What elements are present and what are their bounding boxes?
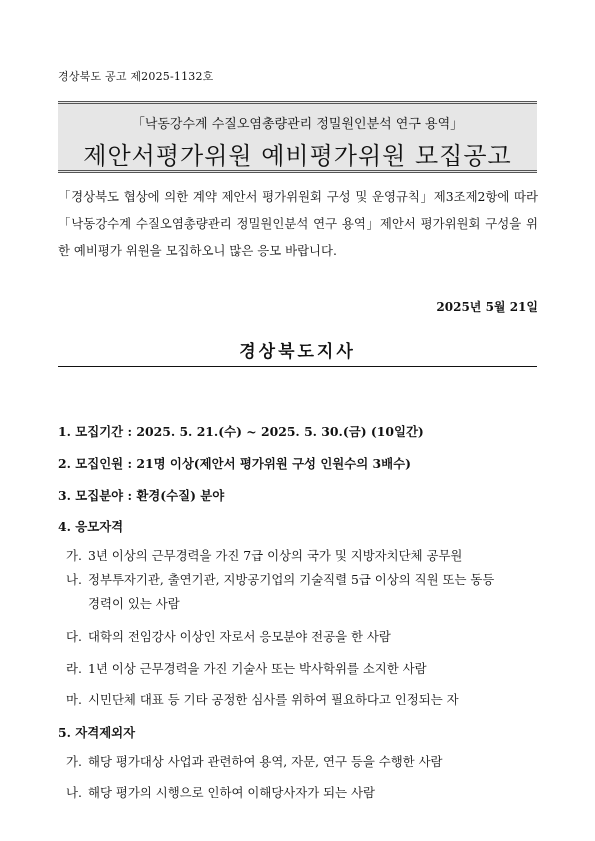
item-mark: 다. (66, 629, 82, 644)
title-subtitle: 「낙동강수계 수질오염총량관리 정밀원인분석 연구 용역」 (131, 117, 464, 132)
item-text: 3년 이상의 근무경력을 가진 7급 이상의 국가 및 지방자치단체 공무원 (88, 548, 463, 563)
item-text: 해당 평가의 시행으로 인하여 이해당사자가 되는 사람 (88, 785, 375, 800)
item-text: 해당 평가대상 사업과 관련하여 용역, 자문, 연구 등을 수행한 사람 (88, 754, 443, 769)
qualification-item (66, 627, 538, 645)
section-qualification-heading: 4. 응모자격 (58, 519, 124, 534)
item-text: 정부투자기관, 출연기관, 지방공기업의 기술직렬 5급 이상의 직원 또는 동등 (88, 572, 495, 587)
item-mark: 가. (66, 754, 82, 769)
item-mark: 나. (66, 785, 82, 800)
issuing-organization: 경상북도지사 (239, 342, 356, 362)
qualification-item (66, 659, 538, 677)
title-box (58, 101, 537, 173)
organization-divider (58, 366, 537, 367)
section-period: 1. 모집기간 : 2025. 5. 21.(수) ~ 2025. 5. 30.(금) (10일간) (58, 424, 424, 439)
qualification-item (66, 546, 538, 564)
section-field: 3. 모집분야 : 환경(수질) 분야 (58, 488, 225, 503)
exclusion-item (66, 752, 538, 770)
item-text: 시민단체 대표 등 기타 공정한 심사를 위하여 필요하다고 인정되는 자 (88, 692, 459, 707)
item-mark: 라. (66, 661, 82, 676)
item-mark: 가. (66, 548, 82, 563)
item-text: 1년 이상 근무경력을 가진 기술사 또는 박사학위를 소지한 사람 (88, 661, 427, 676)
item-mark: 나. (66, 572, 82, 587)
item-mark: 마. (66, 692, 82, 707)
notice-number: 경상북도 공고 제2025-1132호 (58, 70, 214, 83)
item-text: 대학의 전임강사 이상인 자로서 응모분야 전공을 한 사람 (88, 629, 391, 644)
announcement-date: 2025년 5월 21일 (436, 300, 538, 314)
exclusion-item (66, 783, 538, 801)
section-personnel: 2. 모집인원 : 21명 이상(제안서 평가위원 구성 인원수의 3배수) (58, 456, 411, 471)
item-text-continuation: 경력이 있는 사람 (88, 596, 180, 611)
intro-paragraph: 「경상북도 협상에 의한 계약 제안서 평가위원회 구성 및 운영규칙」제3조제2항에 따라 「낙동강수계 수질오염총량관리 정밀원인분석 연구 용역」제안서 평가위원회 구성을 위한 예비평가 위원을 모집하오니 많은 응모 바랍니다. (58, 189, 538, 258)
title-main: 제안서평가위원 예비평가위원 모집공고 (83, 142, 512, 170)
qualification-item (66, 568, 538, 616)
section-exclusion-heading: 5. 자격제외자 (58, 725, 136, 740)
qualification-item (66, 690, 538, 708)
